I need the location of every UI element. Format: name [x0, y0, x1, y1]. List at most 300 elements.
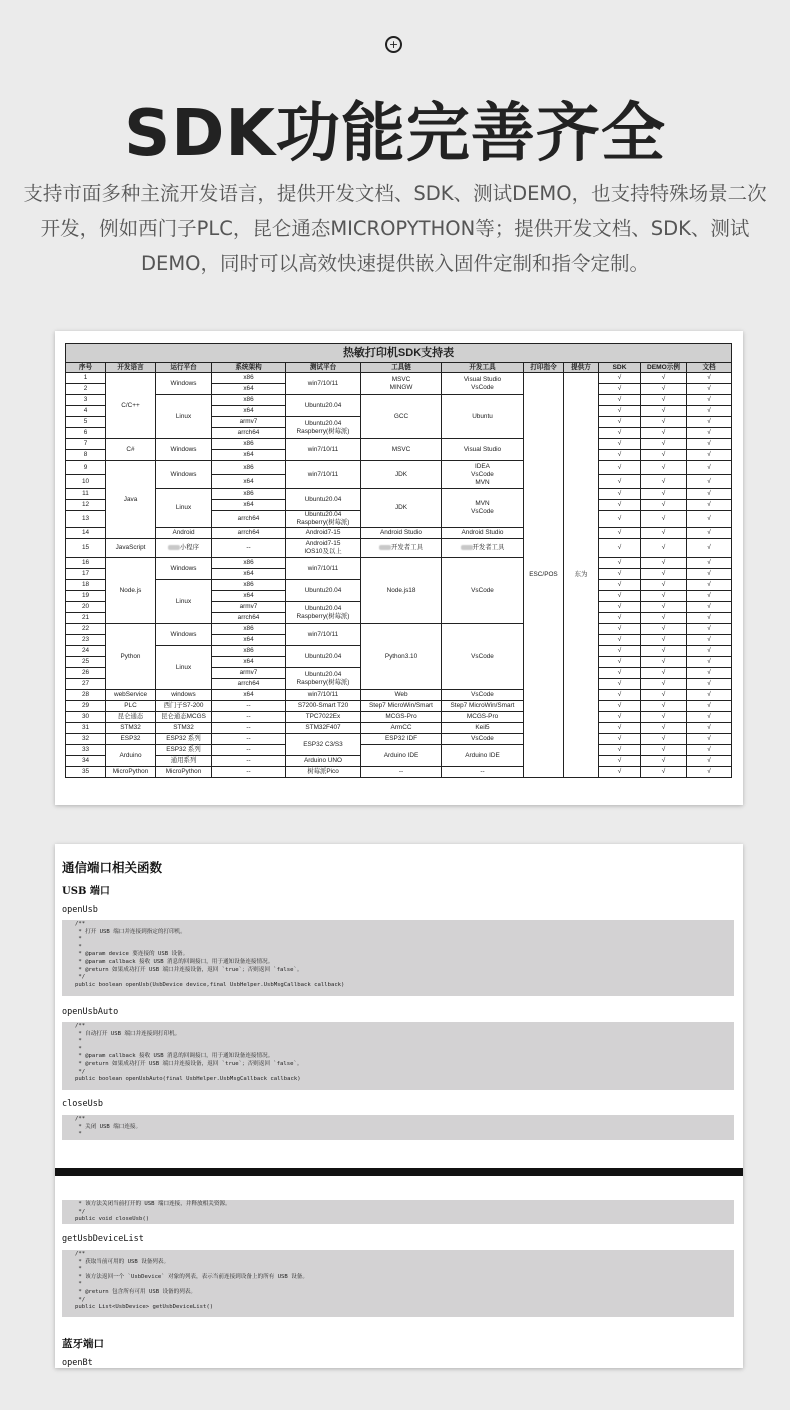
demo-check: √ [641, 613, 687, 624]
code-block: /** * 打开 USB 端口并连接到指定的打印机。 * * * @param device 要连接的 USB 设备。 * @param callback 接收 USB 消息的回调接口，用于通知设备连接情况。 * @return 如果成功打开 USB 端口并连接设备，返回 `true`；否则返回 `false`。 */ public boolean openUsb(UsbDevice device,final UsbHelper.UsbMsgCallback callback) [62, 920, 734, 996]
row-number: 35 [66, 767, 106, 778]
dev-language-cell: JavaScript [106, 539, 156, 558]
sdk-check: √ [599, 461, 641, 475]
demo-check: √ [641, 745, 687, 756]
demo-check: √ [641, 428, 687, 439]
runtime-platform-cell: ESP32 系列 [156, 734, 212, 745]
demo-check: √ [641, 395, 687, 406]
dev-language-cell: C/C++ [106, 373, 156, 439]
column-header: 系统架构 [212, 363, 286, 373]
dev-language-cell: ESP32 [106, 734, 156, 745]
docs-check: √ [687, 756, 732, 767]
dev-language-cell: Arduino [106, 745, 156, 767]
dev-language-cell: webService [106, 690, 156, 701]
docs-check: √ [687, 528, 732, 539]
sdk-check: √ [599, 679, 641, 690]
sdk-check: √ [599, 528, 641, 539]
test-platform-cell: Ubuntu20.04 Raspberry(树莓派) [286, 602, 361, 624]
test-platform-cell: win7/10/11 [286, 439, 361, 461]
dev-tool-cell: Step7 MicroWin/Smart [442, 701, 524, 712]
docs-check: √ [687, 373, 732, 384]
sdk-check: √ [599, 624, 641, 635]
dev-tool-cell: VsCode [442, 734, 524, 745]
test-platform-cell: Ubuntu20.04 Raspberry(树莓派) [286, 668, 361, 690]
redacted-mark [168, 545, 180, 550]
sdk-check: √ [599, 439, 641, 450]
row-number: 23 [66, 635, 106, 646]
docs-check: √ [687, 500, 732, 511]
toolchain-cell: MSVC MINGW [361, 373, 442, 395]
docs-check: √ [687, 723, 732, 734]
sdk-check: √ [599, 450, 641, 461]
sdk-check: √ [599, 475, 641, 489]
usb-port-heading: USB 端口 [62, 886, 110, 897]
docs-check: √ [687, 539, 732, 558]
sdk-check: √ [599, 395, 641, 406]
toolchain-cell: Web [361, 690, 442, 701]
row-number: 27 [66, 679, 106, 690]
demo-check: √ [641, 734, 687, 745]
docs-check: √ [687, 734, 732, 745]
runtime-platform-cell: Windows [156, 373, 212, 395]
test-platform-cell: 树莓派Pico [286, 767, 361, 778]
test-platform-cell: Android7-15 IOS10及以上 [286, 539, 361, 558]
docs-check: √ [687, 767, 732, 778]
runtime-platform-cell: ESP32 系列 [156, 745, 212, 756]
demo-check: √ [641, 373, 687, 384]
redacted-mark [379, 545, 391, 550]
docs-check: √ [687, 439, 732, 450]
sdk-check: √ [599, 635, 641, 646]
sdk-check: √ [599, 756, 641, 767]
architecture-cell: x86 [212, 624, 286, 635]
architecture-cell: x64 [212, 690, 286, 701]
row-number: 5 [66, 417, 106, 428]
architecture-cell: x86 [212, 439, 286, 450]
demo-check: √ [641, 528, 687, 539]
architecture-cell: x86 [212, 558, 286, 569]
docs-check: √ [687, 646, 732, 657]
sdk-check: √ [599, 745, 641, 756]
runtime-platform-cell: STM32 [156, 723, 212, 734]
function-name[interactable]: openBt [62, 1358, 93, 1368]
architecture-cell: x86 [212, 373, 286, 384]
architecture-cell: arrch64 [212, 511, 286, 528]
toolchain-cell: ArmCC [361, 723, 442, 734]
table-row [66, 624, 732, 635]
table-row [66, 461, 732, 475]
row-number: 12 [66, 500, 106, 511]
sdk-check: √ [599, 511, 641, 528]
docs-check: √ [687, 580, 732, 591]
row-number: 2 [66, 384, 106, 395]
architecture-cell: -- [212, 745, 286, 756]
architecture-cell: x64 [212, 657, 286, 668]
row-number: 22 [66, 624, 106, 635]
test-platform-cell: win7/10/11 [286, 373, 361, 395]
docs-check: √ [687, 558, 732, 569]
dev-tool-cell: 开发者工具 [442, 539, 524, 558]
demo-check: √ [641, 461, 687, 475]
sdk-support-table [65, 343, 732, 778]
api-docs-card [55, 844, 743, 1368]
architecture-cell: x86 [212, 646, 286, 657]
architecture-cell: x64 [212, 591, 286, 602]
table-row [66, 723, 732, 734]
section-title: 通信端口相关函数 [62, 860, 163, 875]
function-name[interactable]: openUsb [62, 905, 98, 915]
sdk-check: √ [599, 602, 641, 613]
demo-check: √ [641, 723, 687, 734]
dev-language-cell: Node.js [106, 558, 156, 624]
docs-check: √ [687, 690, 732, 701]
dev-language-cell: C# [106, 439, 156, 461]
runtime-platform-cell: 西门子S7-200 [156, 701, 212, 712]
docs-check: √ [687, 668, 732, 679]
docs-check: √ [687, 489, 732, 500]
demo-check: √ [641, 668, 687, 679]
column-header: 开发语言 [106, 363, 156, 373]
architecture-cell: -- [212, 723, 286, 734]
docs-check: √ [687, 701, 732, 712]
bluetooth-port-heading: 蓝牙端口 [62, 1338, 104, 1350]
row-number: 25 [66, 657, 106, 668]
sdk-check: √ [599, 489, 641, 500]
runtime-platform-cell: Windows [156, 439, 212, 461]
test-platform-cell: win7/10/11 [286, 461, 361, 489]
docs-check: √ [687, 475, 732, 489]
row-number: 24 [66, 646, 106, 657]
dev-tool-cell: Visual Studio [442, 439, 524, 461]
docs-check: √ [687, 712, 732, 723]
architecture-cell: x86 [212, 461, 286, 475]
row-number: 1 [66, 373, 106, 384]
sdk-check: √ [599, 580, 641, 591]
demo-check: √ [641, 384, 687, 395]
dev-tool-cell: Visual Studio VsCode [442, 373, 524, 395]
docs-check: √ [687, 569, 732, 580]
page-title: SDK功能完善齐全 [124, 97, 666, 171]
code-block: * 该方法关闭当前打开的 USB 端口连接，并释放相关资源。 */ public void closeUsb() [62, 1200, 734, 1224]
architecture-cell: arrch64 [212, 679, 286, 690]
row-number: 14 [66, 528, 106, 539]
test-platform-cell: Ubuntu20.04 [286, 646, 361, 668]
docs-check: √ [687, 511, 732, 528]
architecture-cell: -- [212, 756, 286, 767]
test-platform-cell: win7/10/11 [286, 690, 361, 701]
test-platform-cell: Arduino UNO [286, 756, 361, 767]
demo-check: √ [641, 756, 687, 767]
docs-check: √ [687, 461, 732, 475]
architecture-cell: arrch64 [212, 613, 286, 624]
sdk-check: √ [599, 723, 641, 734]
column-header: 工具链 [361, 363, 442, 373]
sdk-check: √ [599, 613, 641, 624]
runtime-platform-cell: Windows [156, 461, 212, 489]
row-number: 17 [66, 569, 106, 580]
docs-check: √ [687, 591, 732, 602]
row-number: 8 [66, 450, 106, 461]
architecture-cell: x86 [212, 395, 286, 406]
toolchain-cell: JDK [361, 461, 442, 489]
docs-check: √ [687, 613, 732, 624]
architecture-cell: x64 [212, 569, 286, 580]
print-command-cell: ESC/POS [524, 373, 564, 778]
toolchain-cell: Android Studio [361, 528, 442, 539]
row-number: 18 [66, 580, 106, 591]
docs-check: √ [687, 745, 732, 756]
docs-check: √ [687, 602, 732, 613]
docs-check: √ [687, 417, 732, 428]
demo-check: √ [641, 767, 687, 778]
test-platform-cell: Ubuntu20.04 [286, 395, 361, 417]
column-header: 序号 [66, 363, 106, 373]
dev-tool-cell: Android Studio [442, 528, 524, 539]
architecture-cell: -- [212, 767, 286, 778]
table-row [66, 767, 732, 778]
demo-check: √ [641, 489, 687, 500]
row-number: 32 [66, 734, 106, 745]
dev-tool-cell: Arduino IDE [442, 745, 524, 767]
function-name[interactable]: openUsbAuto [62, 1007, 119, 1017]
sdk-check: √ [599, 690, 641, 701]
demo-check: √ [641, 539, 687, 558]
docs-check: √ [687, 624, 732, 635]
table-row [66, 539, 732, 558]
demo-check: √ [641, 624, 687, 635]
dev-language-cell: Python [106, 624, 156, 690]
test-platform-cell: Ubuntu20.04 Raspberry(树莓派) [286, 511, 361, 528]
demo-check: √ [641, 646, 687, 657]
test-platform-cell: S7200-Smart T20 [286, 701, 361, 712]
row-number: 28 [66, 690, 106, 701]
runtime-platform-cell: Windows [156, 624, 212, 646]
runtime-platform-cell: windows [156, 690, 212, 701]
demo-check: √ [641, 475, 687, 489]
runtime-platform-cell: Linux [156, 646, 212, 690]
sdk-check: √ [599, 569, 641, 580]
dev-language-cell: PLC [106, 701, 156, 712]
dev-language-cell: MicroPython [106, 767, 156, 778]
row-number: 19 [66, 591, 106, 602]
sdk-check: √ [599, 417, 641, 428]
docs-check: √ [687, 384, 732, 395]
runtime-platform-cell: Windows [156, 558, 212, 580]
plus-circle-icon: + [385, 36, 402, 53]
page-divider [55, 1168, 743, 1176]
demo-check: √ [641, 558, 687, 569]
test-platform-cell: Ubuntu20.04 [286, 580, 361, 602]
toolchain-cell: Step7 MicroWin/Smart [361, 701, 442, 712]
test-platform-cell: TPC7022Ex [286, 712, 361, 723]
sdk-check: √ [599, 373, 641, 384]
toolchain-cell: MCGS-Pro [361, 712, 442, 723]
column-header: 测试平台 [286, 363, 361, 373]
row-number: 20 [66, 602, 106, 613]
table-row [66, 395, 732, 406]
dev-language-cell: STM32 [106, 723, 156, 734]
column-header: 提供方 [564, 363, 599, 373]
provider-cell: 东为 [564, 373, 599, 778]
column-header: 文档 [687, 363, 732, 373]
demo-check: √ [641, 417, 687, 428]
table-row [66, 745, 732, 756]
table-row [66, 373, 732, 384]
sdk-check: √ [599, 406, 641, 417]
sdk-check: √ [599, 734, 641, 745]
dev-tool-cell: VsCode [442, 558, 524, 624]
runtime-platform-cell: Linux [156, 489, 212, 528]
docs-check: √ [687, 450, 732, 461]
toolchain-cell: Python3.10 [361, 624, 442, 690]
toolchain-cell: Arduino IDE [361, 745, 442, 767]
sdk-check: √ [599, 668, 641, 679]
redacted-mark [461, 545, 473, 550]
architecture-cell: x64 [212, 500, 286, 511]
demo-check: √ [641, 569, 687, 580]
dev-language-cell: Java [106, 461, 156, 539]
dev-tool-cell: MCGS-Pro [442, 712, 524, 723]
test-platform-cell: Ubuntu20.04 [286, 489, 361, 511]
architecture-cell: x86 [212, 489, 286, 500]
code-block: /** * 自动打开 USB 端口并连接到打印机。 * * * @param callback 接收 USB 消息的回调接口，用于通知设备连接情况。 * @return 如果成功打开 USB 端口并连接设备，返回 `true`；否则返回 `false`。 */ public boolean openUsbAuto(final UsbHelper.UsbMsgCallback callback) [62, 1022, 734, 1090]
toolchain-cell: ESP32 IDF [361, 734, 442, 745]
code-block: /** * 关闭 USB 端口连接。 * [62, 1115, 734, 1140]
demo-check: √ [641, 439, 687, 450]
architecture-cell: armv7 [212, 668, 286, 679]
dev-tool-cell: VsCode [442, 690, 524, 701]
dev-language-cell: 昆仑通态 [106, 712, 156, 723]
table-row [66, 489, 732, 500]
demo-check: √ [641, 657, 687, 668]
architecture-cell: x64 [212, 384, 286, 395]
table-row [66, 690, 732, 701]
test-platform-cell: STM32F407 [286, 723, 361, 734]
row-number: 4 [66, 406, 106, 417]
architecture-cell: armv7 [212, 602, 286, 613]
demo-check: √ [641, 679, 687, 690]
row-number: 15 [66, 539, 106, 558]
test-platform-cell: Android7-15 [286, 528, 361, 539]
architecture-cell: x64 [212, 450, 286, 461]
runtime-platform-cell: 小程序 [156, 539, 212, 558]
sdk-check: √ [599, 539, 641, 558]
demo-check: √ [641, 511, 687, 528]
sdk-check: √ [599, 384, 641, 395]
sdk-check: √ [599, 712, 641, 723]
test-platform-cell: ESP32 C3/S3 [286, 734, 361, 756]
architecture-cell: arrch64 [212, 528, 286, 539]
table-row [66, 712, 732, 723]
function-name[interactable]: getUsbDeviceList [62, 1234, 144, 1244]
runtime-platform-cell: MicroPython [156, 767, 212, 778]
row-number: 33 [66, 745, 106, 756]
row-number: 3 [66, 395, 106, 406]
demo-check: √ [641, 712, 687, 723]
dev-tool-cell: -- [442, 767, 524, 778]
sdk-check: √ [599, 558, 641, 569]
table-row [66, 439, 732, 450]
sdk-check: √ [599, 646, 641, 657]
dev-tool-cell: IDEA VsCode MVN [442, 461, 524, 489]
dev-tool-cell: VsCode [442, 624, 524, 690]
test-platform-cell: Ubuntu20.04 Raspberry(树莓派) [286, 417, 361, 439]
demo-check: √ [641, 500, 687, 511]
demo-check: √ [641, 450, 687, 461]
runtime-platform-cell: Android [156, 528, 212, 539]
demo-check: √ [641, 690, 687, 701]
table-title: 热敏打印机SDK支持表 [66, 344, 732, 363]
sdk-check: √ [599, 591, 641, 602]
row-number: 21 [66, 613, 106, 624]
table-row [66, 528, 732, 539]
row-number: 7 [66, 439, 106, 450]
function-name[interactable]: closeUsb [62, 1099, 103, 1109]
toolchain-cell: MSVC [361, 439, 442, 461]
architecture-cell: x86 [212, 580, 286, 591]
demo-check: √ [641, 602, 687, 613]
row-number: 10 [66, 475, 106, 489]
row-number: 34 [66, 756, 106, 767]
dev-tool-cell: Ubuntu [442, 395, 524, 439]
docs-check: √ [687, 395, 732, 406]
sdk-check: √ [599, 657, 641, 668]
docs-check: √ [687, 406, 732, 417]
architecture-cell: -- [212, 734, 286, 745]
toolchain-cell: -- [361, 767, 442, 778]
architecture-cell: -- [212, 701, 286, 712]
architecture-cell: -- [212, 539, 286, 558]
dev-tool-cell: Keil5 [442, 723, 524, 734]
toolchain-cell: JDK [361, 489, 442, 528]
sdk-support-table-card [55, 331, 743, 805]
toolchain-cell: GCC [361, 395, 442, 439]
test-platform-cell: win7/10/11 [286, 624, 361, 646]
page-description: 支持市面多种主流开发语言，提供开发文档、SDK、测试DEMO，也支持特殊场景二次开发，例如西门子PLC，昆仑通态MICROPYTHON等；提供开发文档、SDK、测试DEMO，同时可以高效快速提供嵌入固件定制和指令定制。 [23, 182, 767, 275]
demo-check: √ [641, 591, 687, 602]
column-header: 打印指令 [524, 363, 564, 373]
demo-check: √ [641, 580, 687, 591]
architecture-cell: -- [212, 712, 286, 723]
docs-check: √ [687, 679, 732, 690]
row-number: 6 [66, 428, 106, 439]
runtime-platform-cell: Linux [156, 580, 212, 624]
row-number: 13 [66, 511, 106, 528]
architecture-cell: armv7 [212, 417, 286, 428]
sdk-check: √ [599, 767, 641, 778]
runtime-platform-cell: 昆仑通态MCGS [156, 712, 212, 723]
architecture-cell: arrch64 [212, 428, 286, 439]
runtime-platform-cell: 通用系列 [156, 756, 212, 767]
column-header: DEMO示例 [641, 363, 687, 373]
column-header: 运行平台 [156, 363, 212, 373]
architecture-cell: x64 [212, 635, 286, 646]
row-number: 31 [66, 723, 106, 734]
toolchain-cell: Node.js18 [361, 558, 442, 624]
test-platform-cell: win7/10/11 [286, 558, 361, 580]
dev-tool-cell: MVN VsCode [442, 489, 524, 528]
demo-check: √ [641, 635, 687, 646]
sdk-check: √ [599, 428, 641, 439]
code-block: /** * 获取当前可用的 USB 设备列表。 * * 该方法返回一个 `UsbDevice` 对象的列表，表示当前连接到设备上的所有 USB 设备。 * * @return 包含所有可用 USB 设备的列表。 */ public List<UsbDevice> getUsbDeviceList() [62, 1250, 734, 1317]
docs-check: √ [687, 428, 732, 439]
row-number: 9 [66, 461, 106, 475]
runtime-platform-cell: Linux [156, 395, 212, 439]
architecture-cell: x64 [212, 475, 286, 489]
docs-check: √ [687, 635, 732, 646]
row-number: 16 [66, 558, 106, 569]
docs-check: √ [687, 657, 732, 668]
